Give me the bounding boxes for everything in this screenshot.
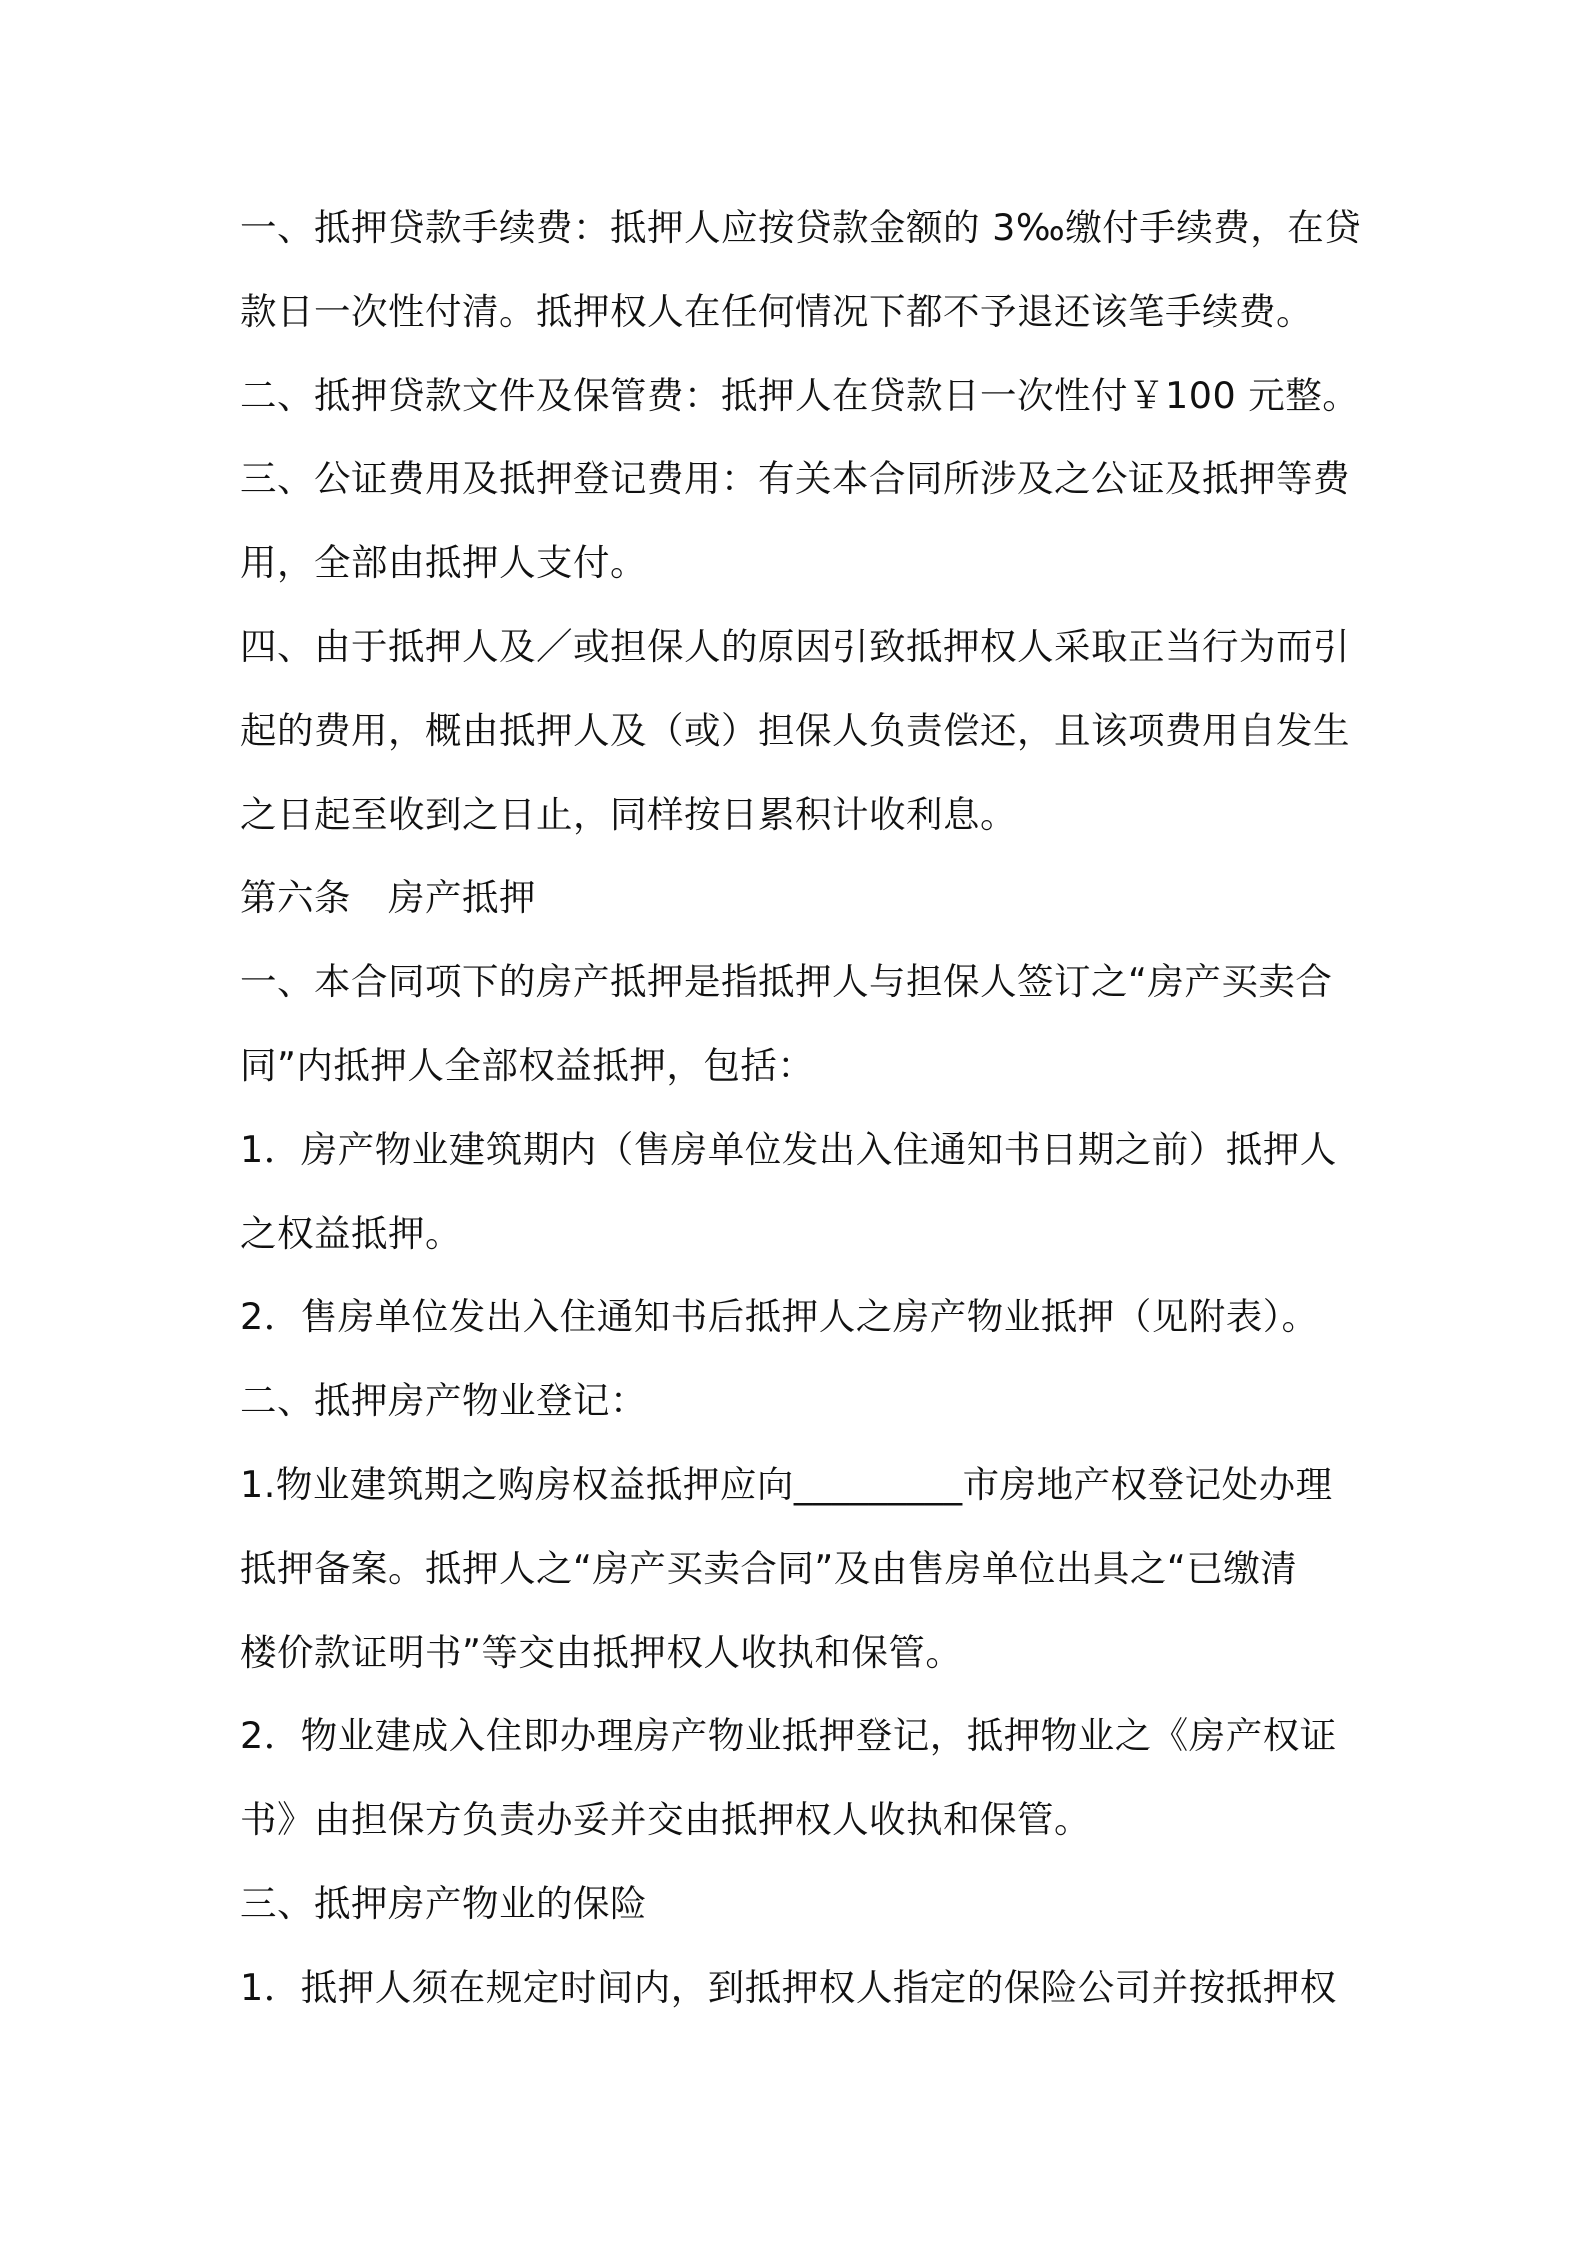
text-line: 2．售房单位发出入住通知书后抵押人之房产物业抵押（见附表）。 <box>240 1295 1319 1338</box>
text-line: 款日一次性付清。抵押权人在任何情况下都不予退还该笔手续费。 <box>240 290 1313 333</box>
text-line: 同”内抵押人全部权益抵押，包括： <box>240 1044 815 1087</box>
text-line: 抵押备案。抵押人之“房产买卖合同”及由售房单位出具之“已缴清 <box>240 1547 1298 1590</box>
text-line: 2．物业建成入住即办理房产物业抵押登记，抵押物业之《房产权证 <box>240 1714 1337 1757</box>
text-line: 三、公证费用及抵押登记费用：有关本合同所涉及之公证及抵押等费 <box>240 457 1350 500</box>
text-line: 书》由担保方负责办妥并交由抵押权人收执和保管。 <box>240 1798 1091 1841</box>
text-line: 用，全部由抵押人支付。 <box>240 541 647 584</box>
text-line: 四、由于抵押人及／或担保人的原因引致抵押权人采取正当行为而引 <box>240 625 1350 668</box>
text-line: 1.物业建筑期之购房权益抵押应向_________市房地产权登记处办理 <box>240 1463 1333 1506</box>
text-line: 1．抵押人须在规定时间内，到抵押权人指定的保险公司并按抵押权 <box>240 1966 1337 2009</box>
text-line: 一、抵押贷款手续费：抵押人应按贷款金额的 3‰缴付手续费，在贷 <box>240 206 1362 249</box>
text-line: 楼价款证明书”等交由抵押权人收执和保管。 <box>240 1631 963 1674</box>
text-line: 三、抵押房产物业的保险 <box>240 1882 647 1925</box>
text-line: 二、抵押贷款文件及保管费：抵押人在贷款日一次性付￥100 元整。 <box>240 374 1360 417</box>
text-line: 之日起至收到之日止，同样按日累积计收利息。 <box>240 793 1017 836</box>
text-line: 之权益抵押。 <box>240 1212 462 1255</box>
text-line: 二、抵押房产物业登记： <box>240 1379 647 1422</box>
section-heading: 第六条 房产抵押 <box>240 876 536 919</box>
text-line: 一、本合同项下的房产抵押是指抵押人与担保人签订之“房产买卖合 <box>240 960 1333 1003</box>
text-line: 1．房产物业建筑期内（售房单位发出入住通知书日期之前）抵押人 <box>240 1128 1337 1171</box>
text-line: 起的费用，概由抵押人及（或）担保人负责偿还，且该项费用自发生 <box>240 709 1350 752</box>
